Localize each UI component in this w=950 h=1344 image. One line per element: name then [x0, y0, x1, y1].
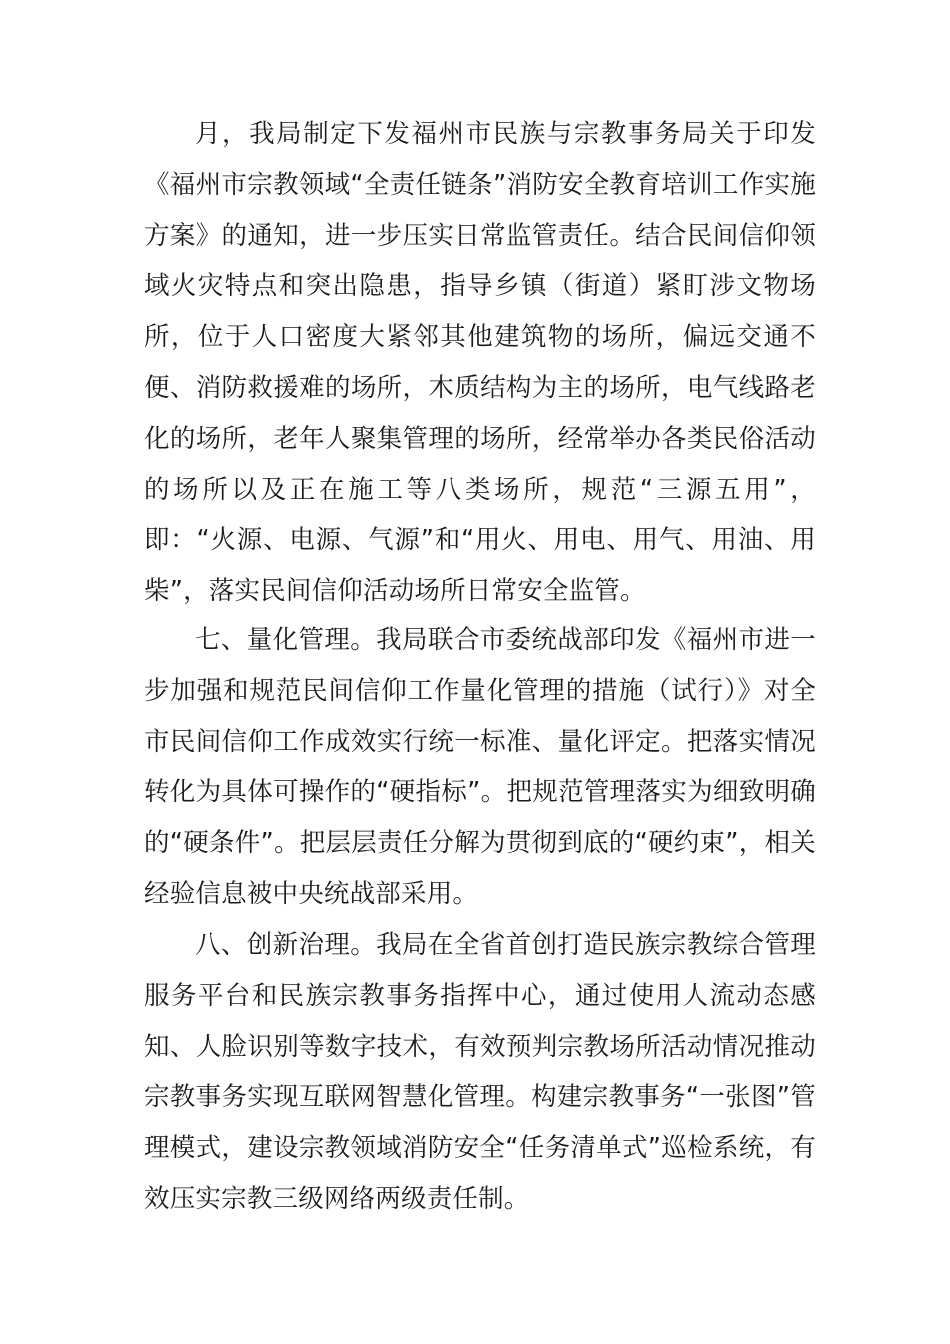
paragraph-innovative-governance: 八、创新治理。我局在全省首创打造民族宗教综合管理服务平台和民族宗教事务指挥中心，通过使用人流动态感知、人脸识别等数字技术，有效预判宗教场所活动情况推动宗教事务实现互联网智慧化管理。构建宗教事务“一张图”管理模式，建设宗教领域消防安全“任务清单式”巡检系统，有效压实宗教三级网络两级责任制。 [144, 930, 816, 1214]
paragraph-fire-safety: 月，我局制定下发福州市民族与宗教事务局关于印发《福州市宗教领域“全责任链条”消防安全教育培训工作实施方案》的通知，进一步压实日常监管责任。结合民间信仰领域火灾特点和突出隐患，指导乡镇（街道）紧盯涉文物场所，位于人口密度大紧邻其他建筑物的场所，偏远交通不便、消防救援难的场所，木质结构为主的场所，电气线路老化的场所，老年人聚集管理的场所，经常举办各类民俗活动的场所以及正在施工等八类场所，规范“三源五用”，即：“火源、电源、气源”和“用火、用电、用气、用油、用柴”，落实民间信仰活动场所日常安全监管。 [144, 119, 816, 607]
paragraph-quantified-management: 七、量化管理。我局联合市委统战部印发《福州市进一步加强和规范民间信仰工作量化管理的措施（试行）》对全市民间信仰工作成效实行统一标准、量化评定。把落实情况转化为具体可操作的“硬指标”。把规范管理落实为细致明确的“硬条件”。把层层责任分解为贯彻到底的“硬约束”，相关经验信息被中央统战部采用。 [144, 625, 816, 909]
